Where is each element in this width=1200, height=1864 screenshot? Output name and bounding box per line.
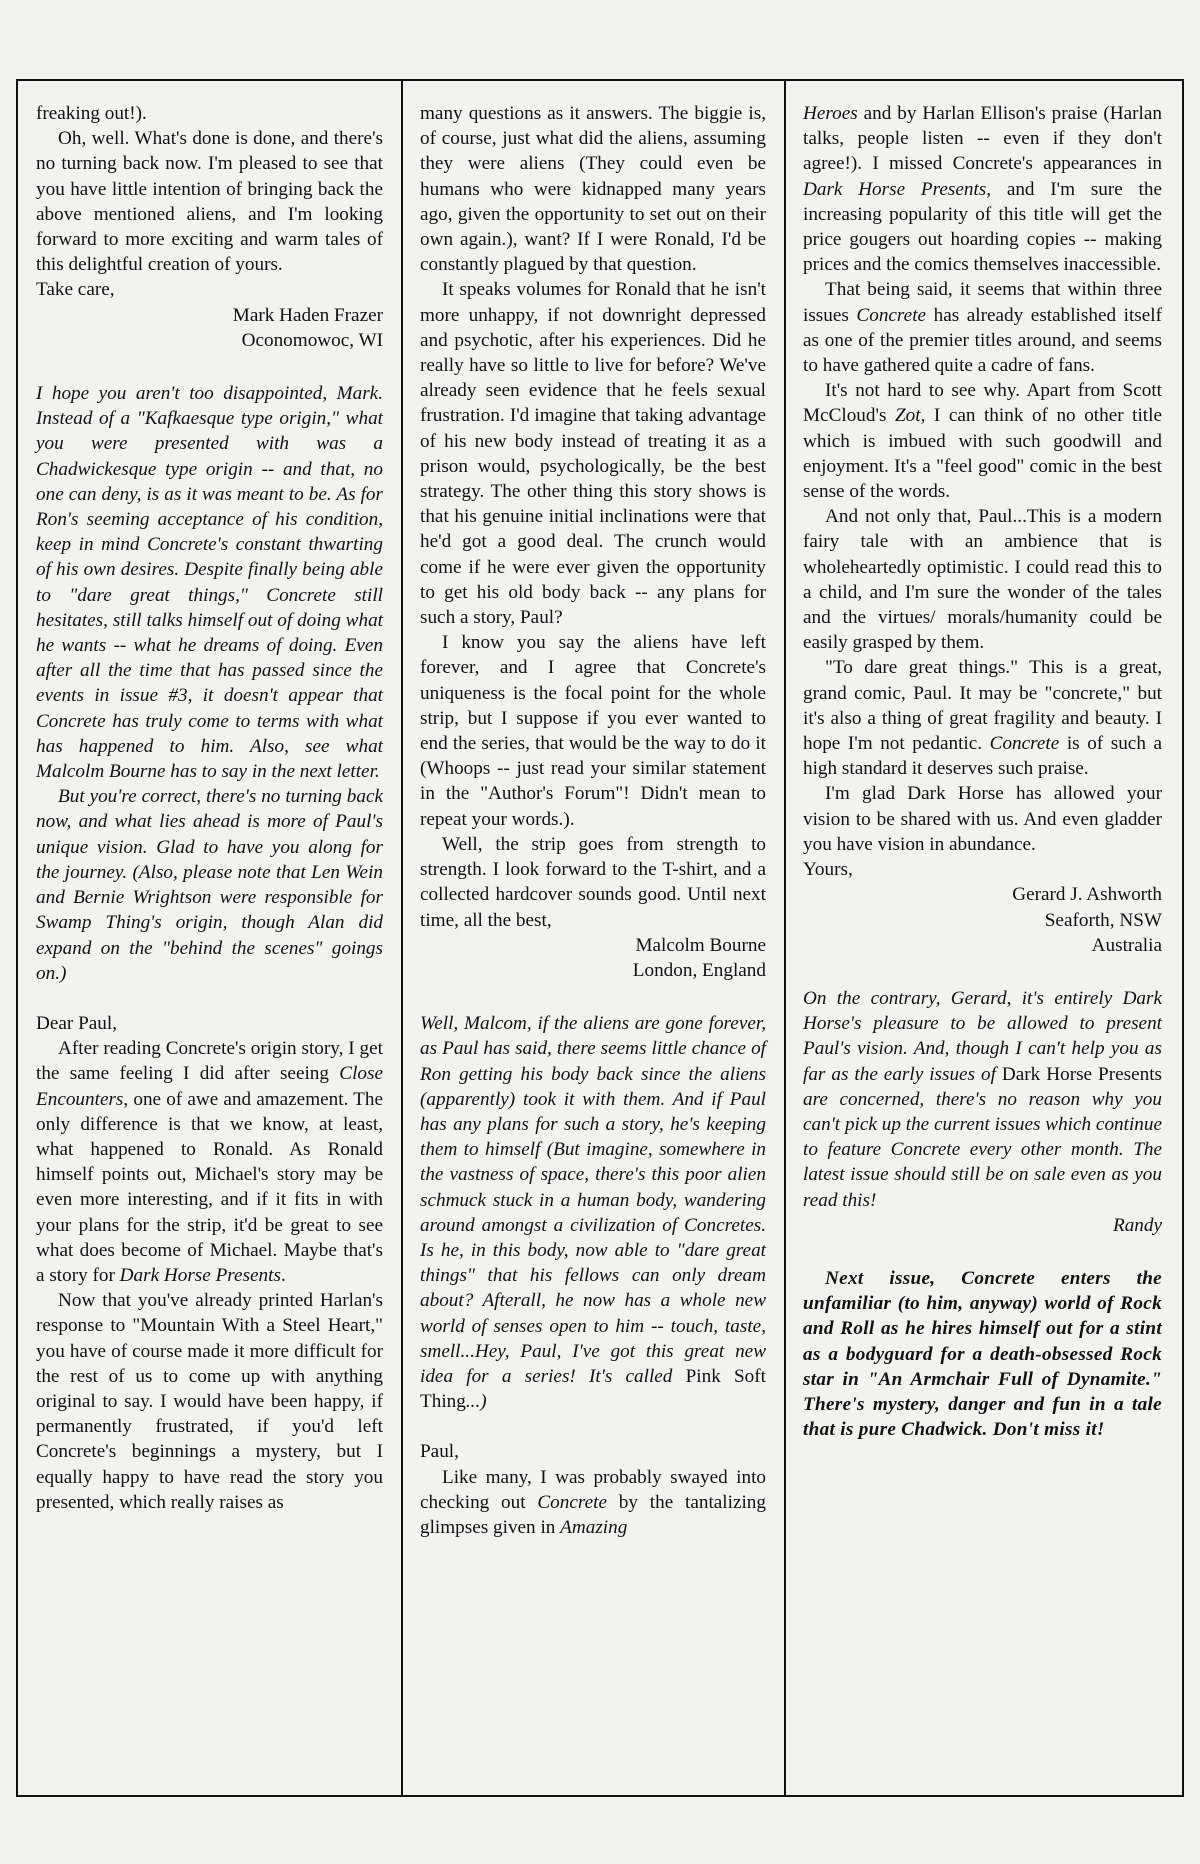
letter-3-continued: Heroes and by Harlan Ellison's praise (Harlan talks, people listen -- even if they don't agree!). I missed Concrete's appearances in Dark Horse Presents, and I'm sure the increasing popularity of this title will get the price gougers out hoarding copies -- making prices and the comics themselves inaccessible. [803, 103, 1163, 276]
editor-response-2-paragraph: Well, Malcom, if the aliens are gone forever, as Paul has said, there seems little chance of Ron getting his body back since the aliens (apparently) took it with them. And if Paul has any plans for such a story, he's keeping them to himself (But imagine, somewhere in the vastness of space, there's this poor alien schmuck stuck in a human body, wandering around amongst a civilization of Concretes. Is he, in this body, now able to "dare great things" that his fellows can only dream about? Afterall, he now has a whole new world of senses open to him -- touch, taste, smell...Hey, Paul, I've got this great new idea for a series! It's called Pink Soft Thing...) [420, 1013, 766, 1413]
letter-1-closing: Take care, [36, 279, 115, 301]
column-2 [402, 79, 784, 1797]
letter-3-signature-country: Australia [1091, 934, 1162, 956]
letter-3-paragraph-5: "To dare great things." This is a great, grand comic, Paul. It may be "concrete," but it's also a thing of great fragility and beauty. I hope I'm not pedantic. Concrete is of such a high standard it deserves such praise. [803, 657, 1162, 780]
letter-2-salutation: Dear Paul, [36, 1012, 117, 1034]
letter-2-paragraph-1: After reading Concrete's origin story, I get the same feeling I did after seeing Close Encounters, one of awe and amazement. The only difference is that we know, at least, what happened to Ronald. As Ronald himself points out, Michael's story may be even more interesting, and if it fits in with your plans for the strip, it'd be great to see what does become of Michael. Maybe that's a story for Dark Horse Presents. [36, 1038, 383, 1286]
letter-3-salutation: Paul, [420, 1441, 459, 1463]
editor-response-3-paragraph: On the contrary, Gerard, it's entirely Dark Horse's pleasure to be allowed to present Paul's vision. And, though I can't help you as far as the early issues of Dark Horse Presents are concerned, there's no reason why you can't pick up the current issues which continue to feature Concrete every other month. The latest issue should still be on sale even as you read this! [803, 987, 1162, 1211]
letter-1-fragment: freaking out!). [36, 103, 147, 124]
letter-3-paragraph-1: Like many, I was probably swayed into checking out Concrete by the tantalizing glimpses given in Amazing [420, 1466, 766, 1538]
letter-2-paragraph-2: Now that you've already printed Harlan's response to "Mountain With a Steel Heart," you have of course made it more difficult for the rest of us to come up with anything original to say. I would have been happy, if permanently frustrated, if you'd left Concrete's beginnings a mystery, but I equally happy to have read the story you presented, which really raises as [36, 1290, 383, 1513]
editor-response-3 [803, 986, 1162, 1238]
letter-3-paragraph-6: I'm glad Dark Horse has allowed your vision to be shared with us. And even gladder you have vision in abundance. [803, 783, 1162, 855]
letter-3-signature-place: Seaforth, NSW [1044, 909, 1162, 931]
letter-2-paragraph-4: I know you say the aliens have left forever, and I agree that Concrete's uniqueness is the focal point for the whole strip, but I suppose if you ever wanted to end the series, that would be the way to do it (Whoops -- just read your similar statement in the "Author's Forum"! Didn't mean to repeat your words.). [420, 632, 766, 830]
editor-response-3-signature: Randy [1112, 1214, 1162, 1236]
letter-1-paragraph: Oh, well. What's done is done, and there's no turning back now. I'm pleased to see that you have little intention of bringing back the above mentioned aliens, and I'm looking forward to more exciting and warm tales of this delightful creation of yours. [36, 128, 383, 276]
letter-2-paragraph-5: Well, the strip goes from strength to strength. I look forward to the T-shirt, and a collected hardcover sounds good. Until next time, all the best, [420, 833, 766, 931]
column-3 [785, 79, 1180, 1797]
editor-response-1 [36, 381, 383, 986]
letter-2-paragraph-3: It speaks volumes for Ronald that he isn't more unhappy, if not downright depressed and psychotic, after his experiences. Did he really have so little to live for before? We've already seen evidence that he feels sexual frustration. I'd imagine that taking advantage of his new body instead of treating it as a prison would, psychologically, be the best strategy. The other thing this story shows is that his genuine initial inclinations were that he'd got a good deal. The crunch would come if he were ever given the opportunity to get his old body back -- any plans for such a story, Paul? [420, 279, 766, 629]
letter-3-paragraph-4: And not only that, Paul...This is a modern fairy tale with an ambience that is wholeheartedly optimistic. I could read this to a child, and I'm sure the wonder of the tales and the virtues/ morals/humanity could be easily grasped by them. [803, 506, 1162, 654]
editor-response-2 [420, 1011, 766, 1414]
letter-2-signature-place: London, England [632, 959, 766, 981]
editor-response-1-paragraph-1: I hope you aren't too disappointed, Mark. Instead of a "Kafkaesque type origin," what you were presented with was a Chadwickesque type origin -- and that, no one can deny, is as it was meant to be. As for Ron's seeming acceptance of his condition, keep in mind Concrete's constant thwarting of his own desires. Despite finally being able to "dare great things," Concrete still hesitates, still talks himself out of doing what he wants -- what he dreams of doing. Even after all the time that has passed since the events in issue #3, it doesn't appear that Concrete has truly come to terms with what has happened to him. Also, see what Malcolm Bourne has to say in the next letter. [36, 383, 383, 783]
letter-1-signature-place: Oconomowoc, WI [241, 329, 383, 351]
column-1 [18, 79, 401, 1797]
letter-3-paragraph-3: It's not hard to see why. Apart from Scott McCloud's Zot, I can think of no other title which is imbued with such goodwill and enjoyment. It's a "feel good" comic in the best sense of the words. [803, 380, 1162, 503]
next-issue-blurb: Next issue, Concrete enters the unfamiliar (to him, anyway) world of Rock and Roll as he hires himself out for a stint as a bodyguard for a death-obsessed Rock star in "An Armchair Full of Dynamite." There's mystery, danger and fun in a tale that is pure Chadwick. Don't miss it! [803, 1267, 1162, 1441]
editor-response-1-paragraph-2: But you're correct, there's no turning back now, and what lies ahead is more of Paul's unique vision. Glad to have you along for the journey. (Also, please note that Len Wein and Bernie Wrightson were responsible for Swamp Thing's origin, though Alan did expand on the "behind the scenes" goings on.) [36, 786, 383, 984]
letter-2-continued: many questions as it answers. The biggie is, of course, just what did the aliens, assuming they were aliens (They could even be humans who were kidnapped many years ago, given the opportunity to set out on their own again.), want? If I were Ronald, I'd be constantly plagued by that question. [420, 103, 766, 276]
letter-2-signature-name: Malcolm Bourne [635, 934, 766, 956]
letter-3-closing: Yours, [803, 859, 853, 881]
letter-3-signature-name: Gerard J. Ashworth [1012, 884, 1162, 906]
letter-1-signature-name: Mark Haden Frazer [232, 304, 383, 326]
letter-3-paragraph-2: That being said, it seems that within three issues Concrete has already established itself as one of the premier titles around, and seems to have gathered quite a cadre of fans. [803, 279, 1162, 377]
